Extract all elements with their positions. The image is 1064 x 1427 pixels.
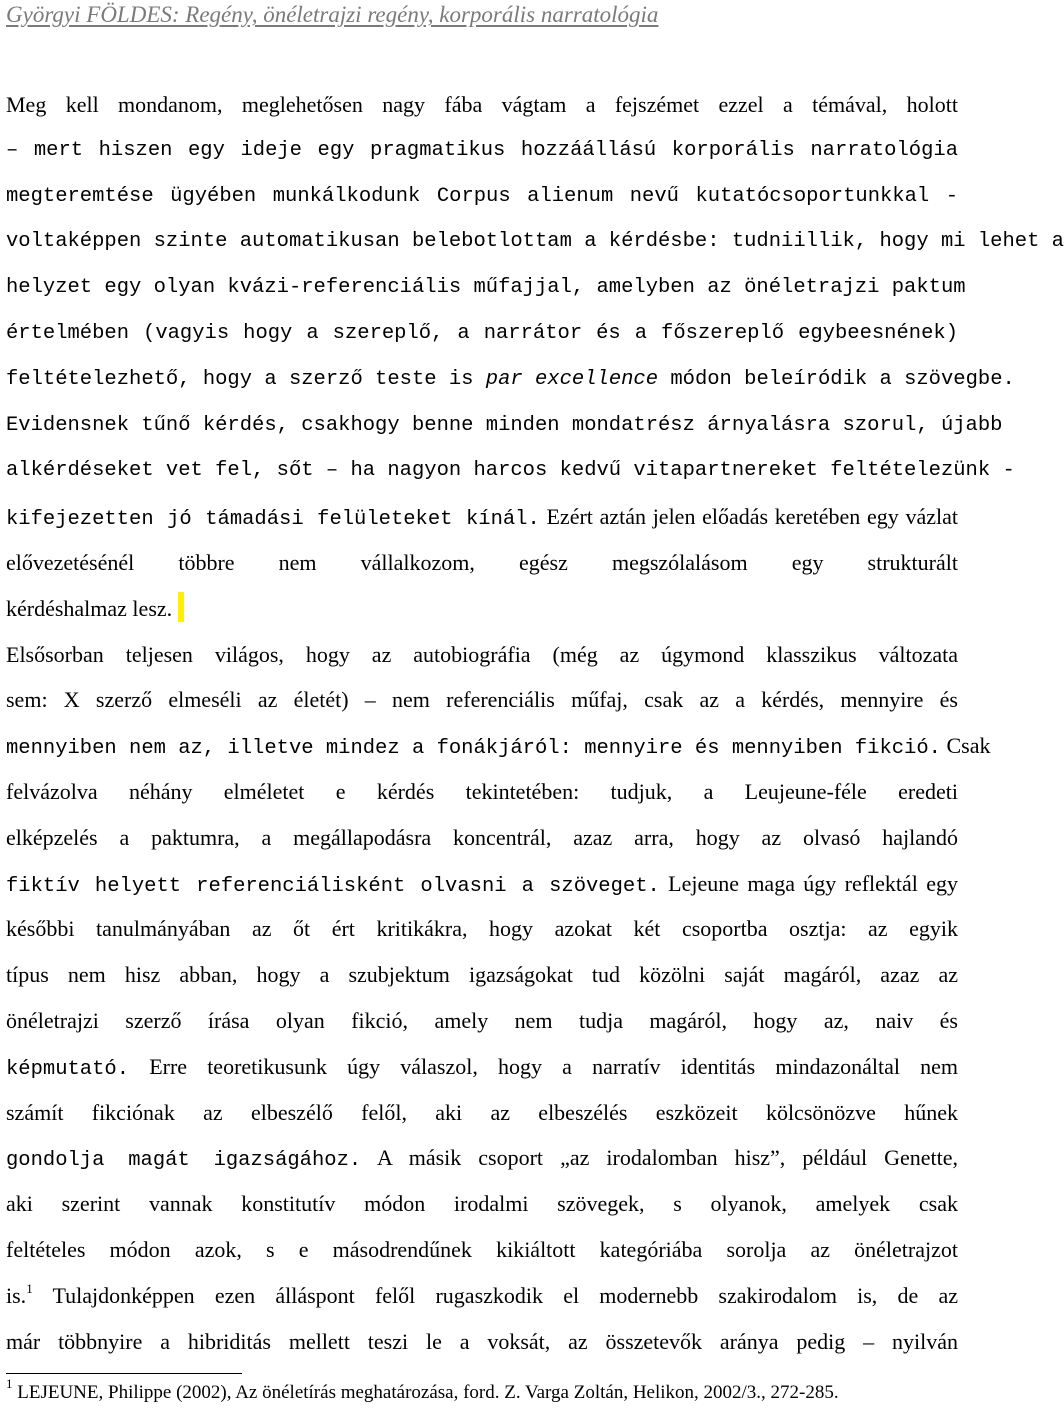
running-header: Györgyi FÖLDES: Regény, önéletrajzi regény, korporális narratológia: [6, 2, 659, 27]
line-text: Ezért aztán jelen előadás keretében egy vázlat: [546, 504, 958, 530]
text-line: [6, 1090, 958, 1136]
text-line: [6, 1227, 958, 1273]
line-text: kifejezetten jó támadási felületeket kínál.: [6, 508, 540, 532]
text-line: [6, 219, 1064, 265]
text-line: [6, 998, 958, 1044]
line-text: elővezetésénél többre nem vállalkozom, egész megszólalásom egy strukturált: [6, 549, 958, 575]
line-text: típus nem hisz abban, hogy a szubjektum igazságokat tud közölni saját magáról, azaz az: [6, 962, 958, 988]
line-text: önéletrajzi szerző írása olyan fikció, amely nem tudja magáról, hogy az, naiv és: [6, 1007, 958, 1033]
text-line: [6, 174, 958, 220]
text-line: [6, 769, 958, 815]
line-text: értelmében (vagyis hogy a szereplő, a narrátor és a főszereplő egybeesnének): [6, 321, 958, 345]
line-text: sem: X szerző elmeséli az életét) – nem referenciális műfaj, csak az a kérdés, mennyire és: [6, 687, 958, 713]
line-text: Meg kell mondanom, meglehetősen nagy fába vágtam a fejszémet ezzel a témával, holott: [6, 92, 958, 117]
line-text: Erre teoretikusunk úgy válaszol, hogy a narratív identitás mindazonáltal nem: [149, 1053, 958, 1079]
text-line: [6, 1181, 958, 1227]
line-text: gondolja magát igazságához.: [6, 1149, 362, 1173]
line-text: voltaképpen szinte automatikusan belebotlottam a kérdésbe: tudniillik, hogy mi lehet a: [6, 230, 1064, 254]
line-text: számít fikciónak az elbeszélő felől, aki az elbeszélés eszközeit kölcsönözve hűnek: [6, 1099, 958, 1125]
line-text: már többnyire a hibriditás mellett teszi le a voksát, az összetevők aránya pedig – nyilván: [6, 1328, 958, 1354]
text-line: [6, 952, 958, 998]
text-line: [6, 1135, 958, 1181]
line-text: kérdéshalmaz lesz.: [6, 595, 173, 621]
line-text: helyzet egy olyan kvázi-referenciális műfajjal, amelyben az önéletrajzi paktum: [6, 276, 966, 300]
text-line: [6, 906, 958, 952]
text-line: [6, 632, 958, 678]
text-line: [6, 265, 966, 311]
text-line: [6, 677, 958, 723]
line-text: Csak: [946, 733, 991, 759]
line-text: aki szerint vannak konstitutív módon irodalmi szövegek, s olyanok, amelyek csak: [6, 1191, 958, 1217]
footnote: [6, 1376, 946, 1405]
text-line: [6, 1273, 958, 1319]
text-line: [6, 723, 991, 769]
line-text: képmutató.: [6, 1057, 130, 1081]
line-text: is.: [6, 1282, 27, 1308]
text-line: [6, 494, 958, 540]
text-line: [6, 448, 1015, 494]
highlight-marker: [178, 592, 184, 622]
line-text: feltételes módon azok, s e másodrendűnek kikiáltott kategóriába sorolja az önéletrajzot: [6, 1236, 958, 1262]
line-text: feltételezhető, hogy a szerző teste is: [6, 367, 474, 391]
footnote-text: LEJEUNE, Philippe (2002), Az önéletírás meghatározása, ford. Z. Varga Zoltán, Helikon, 2002/3., 272-285.: [17, 1382, 839, 1403]
text-line: [6, 128, 958, 174]
line-text: megteremtése ügyében munkálkodunk Corpus alienum nevű kutatócsoportunkkal -: [6, 184, 958, 208]
line-text: A másik csoport „az irodalomban hisz”, például Genette,: [377, 1145, 958, 1171]
line-text: módon beleíródik a szövegbe.: [670, 367, 1015, 391]
line-text: felvázolva néhány elméletet e kérdés tekintetében: tudjuk, a Leujeune-féle eredeti: [6, 778, 958, 804]
text-line: [6, 540, 958, 586]
text-line: [6, 1044, 958, 1090]
line-text: alkérdéseket vet fel, sőt – ha nagyon harcos kedvű vitapartnereket feltételezünk -: [6, 459, 1015, 483]
footnote-number: 1: [6, 1376, 13, 1391]
line-text: Tulajdonképpen ezen álláspont felől rugaszkodik el modernebb szakirodalom is, de az: [52, 1282, 958, 1308]
text-line: [6, 403, 1003, 449]
line-text: későbbi tanulmányában az őt ért kritikákra, hogy azokat két csoportba osztja: az egyik: [6, 916, 958, 942]
line-text: Elsősorban teljesen világos, hogy az autobiográfia (még az úgymond klasszikus változata: [6, 641, 958, 667]
text-line: [6, 815, 958, 861]
body-text: [6, 82, 1064, 1364]
text-line: [6, 586, 958, 632]
footnote-reference[interactable]: 1: [26, 1280, 33, 1296]
text-line: [6, 357, 1015, 403]
line-text: fiktív helyett referenciálisként olvasni a szöveget.: [6, 874, 660, 898]
line-text: Lejeune maga úgy reflektál egy: [668, 870, 958, 896]
line-text: Evidensnek tűnő kérdés, csakhogy benne minden mondatrész árnyalásra szorul, újabb: [6, 413, 1003, 437]
text-line: [6, 861, 958, 907]
line-text: – mert hiszen egy ideje egy pragmatikus hozzáállású korporális narratológia: [6, 138, 958, 162]
footnote-divider: [6, 1373, 242, 1374]
text-line: [6, 82, 958, 128]
line-text: elképzelés a paktumra, a megállapodásra koncentrál, azaz arra, hogy az olvasó hajlandó: [6, 824, 958, 850]
italic-phrase: par excellence: [485, 367, 659, 391]
text-line: [6, 1319, 958, 1365]
text-line: [6, 311, 958, 357]
line-text: mennyiben nem az, illetve mindez a fonákjáról: mennyire és mennyiben fikció.: [6, 737, 941, 761]
